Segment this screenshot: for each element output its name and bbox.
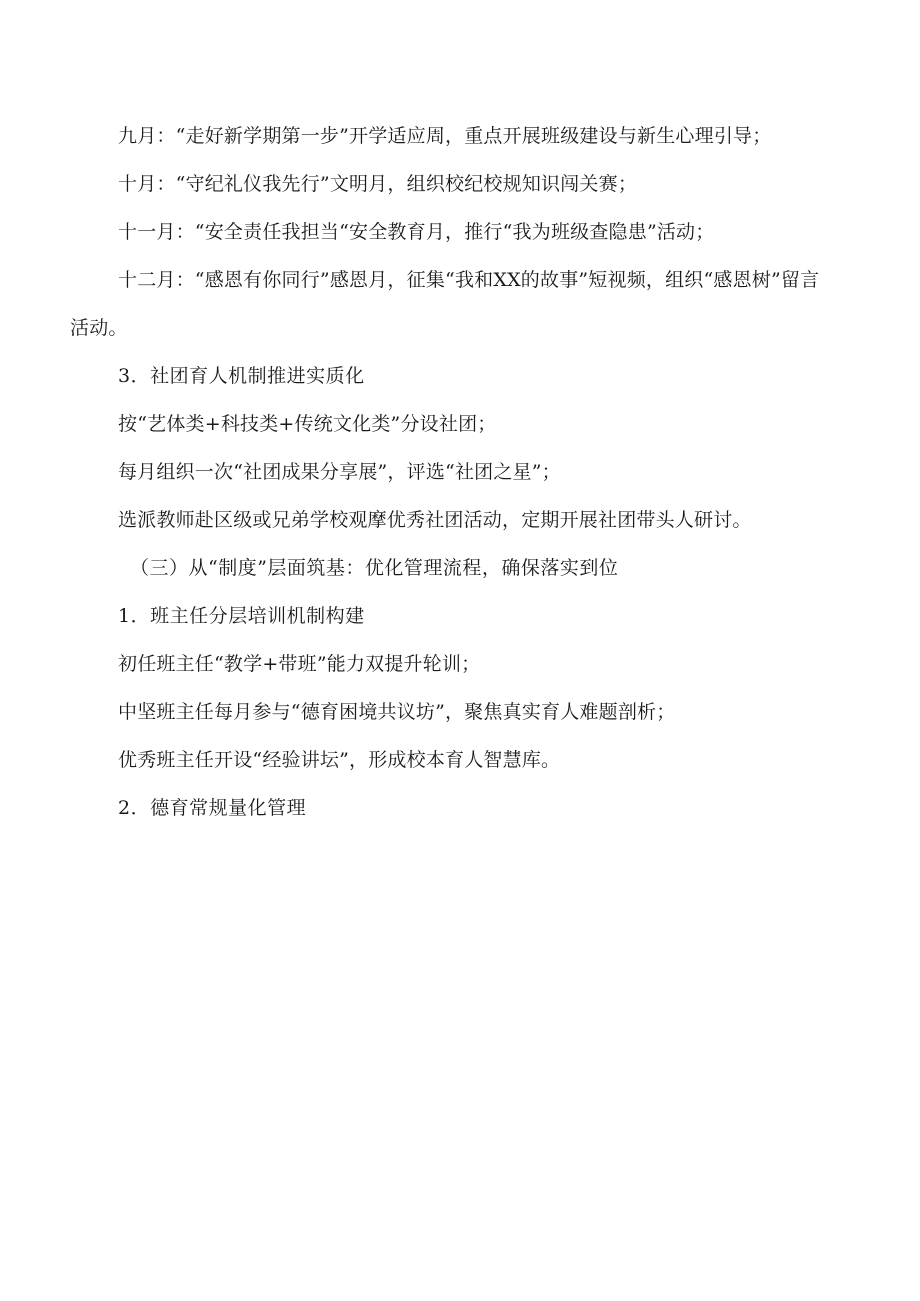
paragraph-october: 十月：“守纪礼仪我先行”文明月，组织校纪校规知识闯关赛； <box>118 173 638 195</box>
paragraph-excellent-teachers: 优秀班主任开设“经验讲坛”，形成校本育人智慧库。 <box>118 749 561 771</box>
paragraph-club-categories: 按“艺体类+科技类+传统文化类”分设社团； <box>118 413 497 435</box>
paragraph-core-teachers: 中坚班主任每月参与“德育困境共议坊”，聚焦真实育人难题剖析； <box>118 701 676 723</box>
paragraph-september: 九月：“走好新学期第一步”开学适应周，重点开展班级建设与新生心理引导； <box>118 125 772 147</box>
paragraph-club-observation: 选派教师赴区级或兄弟学校观摩优秀社团活动，定期开展社团带头人研讨。 <box>118 509 752 531</box>
section-heading-quantified-management: 2．德育常规量化管理 <box>118 797 307 819</box>
paragraph-november: 十一月：“安全责任我担当“安全教育月，推行“我为班级查隐患”活动； <box>118 221 715 243</box>
paragraph-new-teachers: 初任班主任“教学+带班”能力双提升轮训； <box>118 653 481 675</box>
section-heading-teacher-training: 1．班主任分层培训机制构建 <box>118 605 365 627</box>
paragraph-december: 十二月：“感恩有你同行”感恩月，征集“我和XX的故事”短视频，组织“感恩树”留言活动。 <box>70 269 820 339</box>
section-heading-system: （三）从“制度”层面筑基：优化管理流程，确保落实到位 <box>130 557 619 579</box>
section-heading-club-mechanism: 3．社团育人机制推进实质化 <box>118 365 365 387</box>
paragraph-club-showcase: 每月组织一次“社团成果分享展”，评选“社团之星”； <box>118 461 561 483</box>
